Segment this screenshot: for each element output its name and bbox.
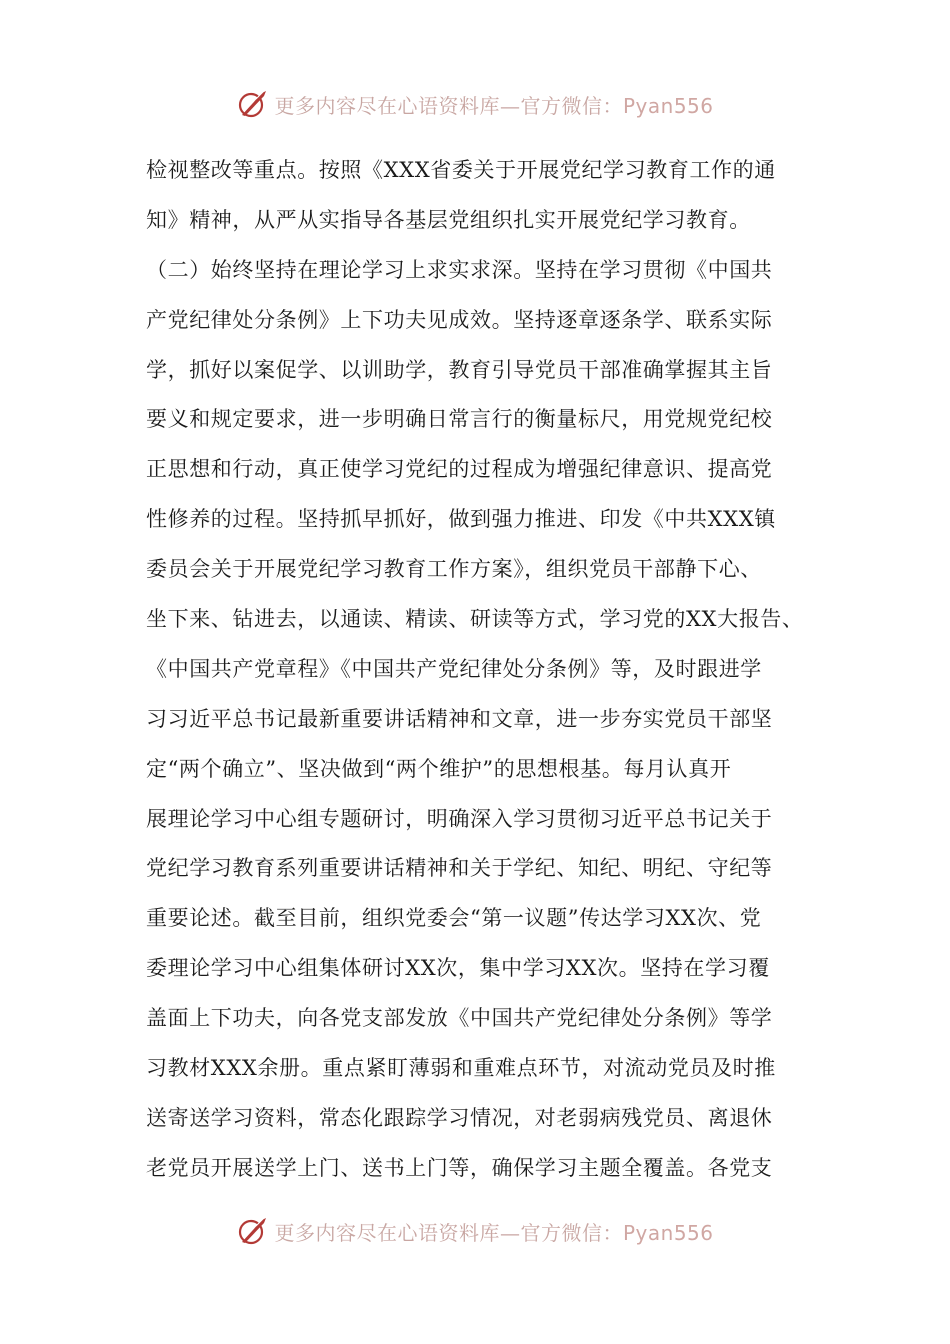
body-line: 知》精神，从严从实指导各基层党组织扎实开展党纪学习教育。: [146, 207, 751, 232]
header-wechat-id: Pyan556: [622, 93, 714, 118]
footer-banner-label: 更多内容尽在心语资料库—官方微信：: [274, 1220, 623, 1245]
header-banner-text: [274, 90, 713, 119]
quill-pen-logo-icon: [236, 1214, 270, 1248]
document-body: [146, 146, 814, 1194]
body-line: 定“两个确立”、坚决做到“两个维护”的思想根基。每月认真开: [146, 756, 732, 781]
body-line: 正思想和行动，真正使学习党纪的过程成为增强纪律意识、提高党: [146, 457, 773, 482]
body-line: 老党员开展送学上门、送书上门等，确保学习主题全覆盖。各党支: [146, 1155, 773, 1180]
body-line: 委员会关于开展党纪学习教育工作方案》，组织党员干部静下心、: [146, 557, 762, 582]
body-line: 习习近平总书记最新重要讲话精神和文章，进一步夯实党员干部坚: [146, 706, 773, 731]
body-line: 坐下来、钻进去，以通读、精读、研读等方式，学习党的XX大报告、: [146, 607, 804, 632]
body-line: 展理论学习中心组专题研讨，明确深入学习贯彻习近平总书记关于: [146, 806, 773, 831]
body-line: 检视整改等重点。按照《XXX省委关于开展党纪学习教育工作的通: [146, 158, 776, 182]
quill-pen-logo-icon: [236, 87, 270, 121]
header-banner-label: 更多内容尽在心语资料库—官方微信：: [274, 93, 623, 118]
footer-wechat-id: Pyan556: [622, 1220, 714, 1245]
header-banner: [0, 84, 950, 124]
body-line: 盖面上下功夫，向各党支部发放《中国共产党纪律处分条例》等学: [146, 1006, 773, 1031]
footer-banner-text: [274, 1217, 713, 1246]
body-line: 要义和规定要求，进一步明确日常言行的衡量标尺，用党规党纪校: [146, 407, 773, 432]
body-line: 重要论述。截至目前，组织党委会“第一议题”传达学习XX次、党: [146, 906, 762, 931]
body-line: 产党纪律处分条例》上下功夫见成效。坚持逐章逐条学、联系实际: [146, 307, 773, 332]
body-line: 习教材XXX余册。重点紧盯薄弱和重难点环节，对流动党员及时推: [146, 1056, 776, 1081]
footer-banner: [0, 1211, 950, 1251]
body-line: 委理论学习中心组集体研讨XX次，集中学习XX次。坚持在学习覆: [146, 956, 770, 981]
body-line: 性修养的过程。坚持抓早抓好，做到强力推进、印发《中共XXX镇: [146, 507, 776, 532]
body-line: 送寄送学习资料，常态化跟踪学习情况，对老弱病残党员、离退休: [146, 1105, 773, 1130]
body-line: 党纪学习教育系列重要讲话精神和关于学纪、知纪、明纪、守纪等: [146, 856, 773, 881]
body-line: 学，抓好以案促学、以训助学，教育引导党员干部准确掌握其主旨: [146, 357, 773, 382]
body-line: 《中国共产党章程》《中国共产党纪律处分条例》等，及时跟进学: [146, 656, 762, 681]
body-line: （二）始终坚持在理论学习上求实求深。坚持在学习贯彻《中国共: [146, 257, 773, 282]
